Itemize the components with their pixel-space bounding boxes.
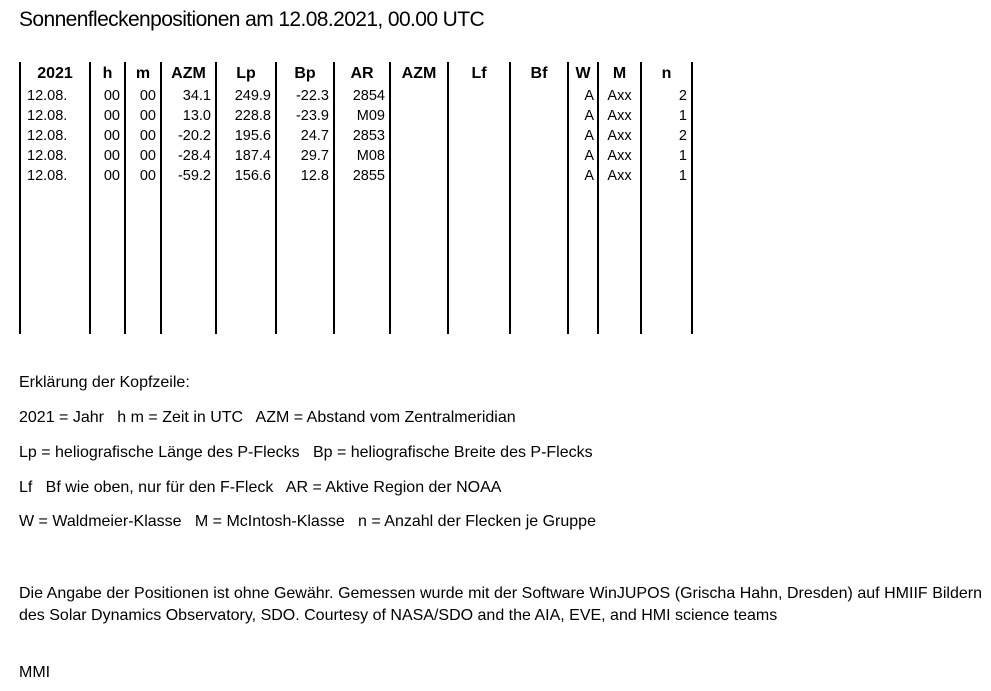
cell-bf [510, 126, 568, 146]
cell-date: 12.08. [20, 166, 90, 186]
cell-azm-f [390, 86, 448, 106]
filler-cell [448, 186, 510, 334]
cell-azm-p: 13.0 [161, 106, 216, 126]
cell-azm-f [390, 166, 448, 186]
cell-azm-p: -59.2 [161, 166, 216, 186]
cell-azm-f [390, 126, 448, 146]
cell-date: 12.08. [20, 146, 90, 166]
cell-lp: 228.8 [216, 106, 276, 126]
cell-minute: 00 [125, 126, 161, 146]
cell-lp: 249.9 [216, 86, 276, 106]
cell-lp: 187.4 [216, 146, 276, 166]
header-minute: m [125, 62, 161, 86]
cell-bf [510, 166, 568, 186]
cell-lf [448, 106, 510, 126]
table-row [20, 146, 692, 166]
filler-cell [598, 186, 641, 334]
filler-cell [334, 186, 390, 334]
header-year: 2021 [20, 62, 90, 86]
sunspot-table-container [19, 62, 692, 334]
cell-hour: 00 [90, 126, 125, 146]
cell-mcintosh: Axx [598, 126, 641, 146]
header-lp: Lp [216, 62, 276, 86]
header-bf: Bf [510, 62, 568, 86]
filler-cell [216, 186, 276, 334]
cell-lf [448, 126, 510, 146]
filler-cell [161, 186, 216, 334]
header-count: n [641, 62, 692, 86]
cell-waldmeier: A [568, 146, 598, 166]
cell-mcintosh: Axx [598, 146, 641, 166]
cell-bp: 29.7 [276, 146, 334, 166]
filler-cell [20, 186, 90, 334]
cell-azm-f [390, 106, 448, 126]
cell-count: 2 [641, 86, 692, 106]
cell-ar: M09 [334, 106, 390, 126]
cell-hour: 00 [90, 166, 125, 186]
cell-lp: 195.6 [216, 126, 276, 146]
cell-azm-f [390, 146, 448, 166]
cell-mcintosh: Axx [598, 166, 641, 186]
cell-bp: -23.9 [276, 106, 334, 126]
filler-cell [390, 186, 448, 334]
cell-lf [448, 166, 510, 186]
cell-bp: 12.8 [276, 166, 334, 186]
table-row [20, 106, 692, 126]
header-mcintosh: M [598, 62, 641, 86]
cell-count: 1 [641, 166, 692, 186]
table-row [20, 86, 692, 106]
cell-minute: 00 [125, 166, 161, 186]
cell-minute: 00 [125, 106, 161, 126]
cell-waldmeier: A [568, 86, 598, 106]
header-bp: Bp [276, 62, 334, 86]
legend-line-p-spot: Lp = heliografische Länge des P-Flecks Bp = heliografische Breite des P-Flecks [19, 444, 593, 461]
cell-azm-p: 34.1 [161, 86, 216, 106]
cell-azm-p: -20.2 [161, 126, 216, 146]
cell-lp: 156.6 [216, 166, 276, 186]
cell-lf [448, 146, 510, 166]
legend-line-classes: W = Waldmeier-Klasse M = McIntosh-Klasse n = Anzahl der Flecken je Gruppe [19, 513, 596, 530]
header-waldmeier: W [568, 62, 598, 86]
cell-lf [448, 86, 510, 106]
table-row [20, 166, 692, 186]
cell-hour: 00 [90, 86, 125, 106]
table-filler-row [20, 186, 692, 334]
legend-heading: Erklärung der Kopfzeile: [19, 374, 190, 391]
filler-cell [90, 186, 125, 334]
sunspot-table [19, 62, 693, 334]
cell-ar: 2853 [334, 126, 390, 146]
header-lf: Lf [448, 62, 510, 86]
cell-bp: 24.7 [276, 126, 334, 146]
cell-hour: 00 [90, 146, 125, 166]
filler-cell [125, 186, 161, 334]
table-header-row [20, 62, 692, 86]
cell-date: 12.08. [20, 86, 90, 106]
legend-line-time: 2021 = Jahr h m = Zeit in UTC AZM = Abstand vom Zentralmeridian [19, 409, 516, 426]
cell-count: 2 [641, 126, 692, 146]
header-ar: AR [334, 62, 390, 86]
cell-bf [510, 146, 568, 166]
cell-count: 1 [641, 146, 692, 166]
cell-mcintosh: Axx [598, 106, 641, 126]
disclaimer-paragraph: Die Angabe der Positionen ist ohne Gewähr. Gemessen wurde mit der Software WinJUPOS (Grischa Hahn, Dresden) auf HMIIF Bildern des Solar Dynamics Observatory, SDO. Courtesy of NASA/SDO and the AIA, EVE, and HMI science teams [19, 585, 982, 624]
cell-bf [510, 86, 568, 106]
table-row [20, 126, 692, 146]
header-azm-p: AZM [161, 62, 216, 86]
cell-ar: 2854 [334, 86, 390, 106]
cell-bf [510, 106, 568, 126]
header-azm-f: AZM [390, 62, 448, 86]
table-body [20, 86, 692, 334]
cell-bp: -22.3 [276, 86, 334, 106]
filler-cell [510, 186, 568, 334]
cell-waldmeier: A [568, 106, 598, 126]
legend-line-f-spot: Lf Bf wie oben, nur für den F-Fleck AR = Aktive Region der NOAA [19, 479, 502, 496]
cell-waldmeier: A [568, 126, 598, 146]
cell-date: 12.08. [20, 126, 90, 146]
cell-count: 1 [641, 106, 692, 126]
cell-minute: 00 [125, 146, 161, 166]
filler-cell [276, 186, 334, 334]
cell-date: 12.08. [20, 106, 90, 126]
author-signature: MMI [19, 664, 51, 681]
page-title: Sonnenfleckenpositionen am 12.08.2021, 00.00 UTC [19, 8, 485, 31]
filler-cell [641, 186, 692, 334]
cell-azm-p: -28.4 [161, 146, 216, 166]
cell-ar: M08 [334, 146, 390, 166]
cell-waldmeier: A [568, 166, 598, 186]
cell-ar: 2855 [334, 166, 390, 186]
cell-minute: 00 [125, 86, 161, 106]
cell-mcintosh: Axx [598, 86, 641, 106]
cell-hour: 00 [90, 106, 125, 126]
filler-cell [568, 186, 598, 334]
header-hour: h [90, 62, 125, 86]
